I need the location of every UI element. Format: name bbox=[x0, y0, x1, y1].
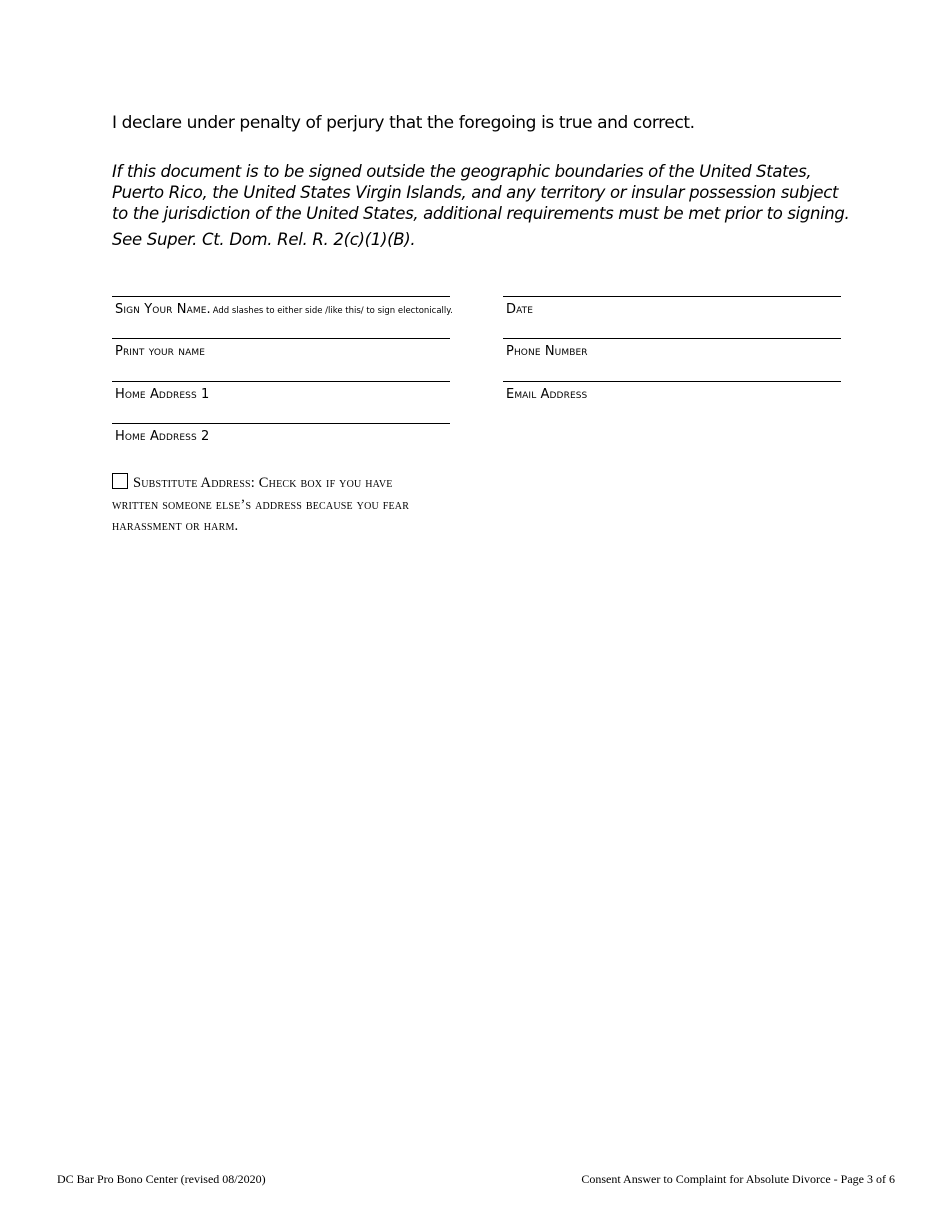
date-line[interactable] bbox=[503, 296, 841, 297]
footer-page-info: Consent Answer to Complaint for Absolute Divorce - Page 3 of 6 bbox=[581, 1172, 895, 1186]
email-label: Email Address bbox=[506, 387, 588, 402]
signing-notice: If this document is to be signed outside the geographic boundaries of the United States, Puerto Rico, the United States Virgin Islands, and any territory or insular possession subject to the jurisdiction of the United States, additional requirements must be met prior to signing. bbox=[112, 162, 850, 223]
email-field[interactable] bbox=[503, 381, 841, 403]
sign-name-hint: Add slashes to either side /like this/ to sign electonically. bbox=[212, 306, 453, 316]
substitute-address-option bbox=[112, 473, 442, 538]
email-line[interactable] bbox=[503, 381, 841, 382]
home-address-1-label: Home Address 1 bbox=[115, 387, 210, 402]
sign-name-line[interactable] bbox=[112, 296, 450, 297]
substitute-address-text: Substitute Address: Check box if you have written someone else’s address because you fear harassment or harm. bbox=[112, 475, 410, 534]
footer-organization: DC Bar Pro Bono Center (revised 08/2020) bbox=[57, 1172, 266, 1186]
print-name-line[interactable] bbox=[112, 338, 450, 339]
print-name-label: Print your name bbox=[115, 344, 206, 359]
phone-field[interactable] bbox=[503, 338, 841, 360]
date-label: Date bbox=[506, 302, 534, 317]
home-address-2-label: Home Address 2 bbox=[115, 429, 210, 444]
phone-label: Phone Number bbox=[506, 344, 588, 359]
sign-name-label: Sign Your Name. Add slashes to either side /like this/ to sign electonically. bbox=[115, 302, 453, 317]
home-address-1-line[interactable] bbox=[112, 381, 450, 382]
sign-name-field[interactable] bbox=[112, 296, 453, 319]
substitute-address-checkbox[interactable] bbox=[112, 473, 128, 489]
home-address-2-line[interactable] bbox=[112, 423, 450, 424]
phone-line[interactable] bbox=[503, 338, 841, 339]
date-field[interactable] bbox=[503, 296, 841, 318]
home-address-2-field[interactable] bbox=[112, 423, 450, 445]
home-address-1-field[interactable] bbox=[112, 381, 450, 403]
declaration-statement: I declare under penalty of perjury that the foregoing is true and correct. bbox=[112, 113, 695, 133]
print-name-field[interactable] bbox=[112, 338, 450, 360]
rule-citation: See Super. Ct. Dom. Rel. R. 2(c)(1)(B). bbox=[112, 230, 416, 249]
